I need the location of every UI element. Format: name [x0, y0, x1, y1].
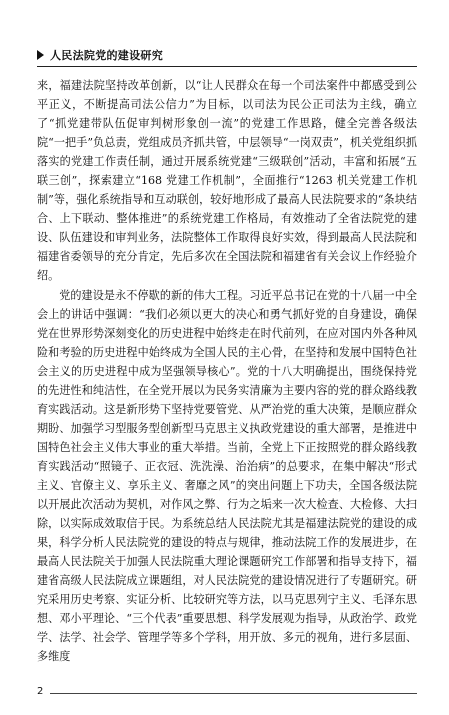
- paragraph-continued: 来，福建法院坚持改革创新，以“让人民群众在每一个司法案件中都感受到公平正义，不断提高司法公信力”为目标，以司法为民公正司法为主线，确立了“抓党建带队伍促审判树形象创一流”的党建工作思路，健全完善各级法院“一把手”负总责，党组成员齐抓共管，中层领导“一岗双责”，机关党组织抓落实的党建工作责任制，通过开展系统党建“三级联创”活动，丰富和拓展“五联三创”，探索建立“168 党建工作机制”，全面推行“1263 机关党建工作机制”等，强化系统指导和互动联创，较好地形成了最高人民法院要求的“条块结合、上下联动、整体推进”的系统党建工作格局，有效推动了全省法院党的建设、队伍建设和审判业务，法院整体工作取得良好实效，得到最高人民法院和福建省委领导的充分肯定，先后多次在全国法院和福建省有关会议上作经验介绍。: [37, 79, 417, 283]
- triangle-arrow-icon: [37, 50, 44, 60]
- header-rule: [37, 66, 417, 67]
- running-head: [37, 47, 417, 63]
- paragraph: 党的建设是永不停歇的新的伟大工程。习近平总书记在党的十八届一中全会上的讲话中强调：“我们必须以更大的决心和勇气抓好党的自身建设，确保党在世界形势深刻变化的历史进程中始终走在时代前列，在应对国内外各种风险和考验的历史进程中始终成为全国人民的主心骨，在坚持和发展中国特色社会主义的历史进程中成为坚强领导核心”。党的十八大明确提出，围绕保持党的先进性和纯洁性，在全党开展以为民务实清廉为主要内容的党的群众路线教育实践活动。这是新形势下坚持党要管党、从严治党的重大决策，是顺应群众期盼、加强学习型服务型创新型马克思主义执政党建设的重大部署，是推进中国特色社会主义伟大事业的重大举措。当前，全党上下正按照党的群众路线教育实践活动“照镜子、正衣冠、洗洗澡、治治病”的总要求，在集中解决“形式主义、官僚主义、享乐主义、奢靡之风”的突出问题上下功夫，全国各级法院以开展此次活动为契机，对作风之弊、行为之垢来一次大检查、大检修、大扫除，以实际成效取信于民。为系统总结人民法院尤其是福建法院党的建设的成果，科学分析人民法院党的建设的特点与规律，推动法院工作的发展进步，在最高人民法院关于加强人民法院重大理论课题研究工作部署和指导支持下，福建省高级人民法院成立课题组，对人民法院党的建设情况进行了专题研究。研究采用历史考察、实证分析、比较研究等方法，以马克思列宁主义、毛泽东思想、邓小平理论、“三个代表”重要思想、科学发展观为指导，从政治学、政党学、法学、社会学、管理学等多个学科，用开放、多元的视角，进行多层面、多维度: [37, 288, 417, 664]
- footer-rule: [50, 693, 417, 694]
- body-text: [37, 76, 417, 666]
- running-head-title: 人民法院党的建设研究: [50, 49, 163, 62]
- page-number: 2: [37, 686, 44, 697]
